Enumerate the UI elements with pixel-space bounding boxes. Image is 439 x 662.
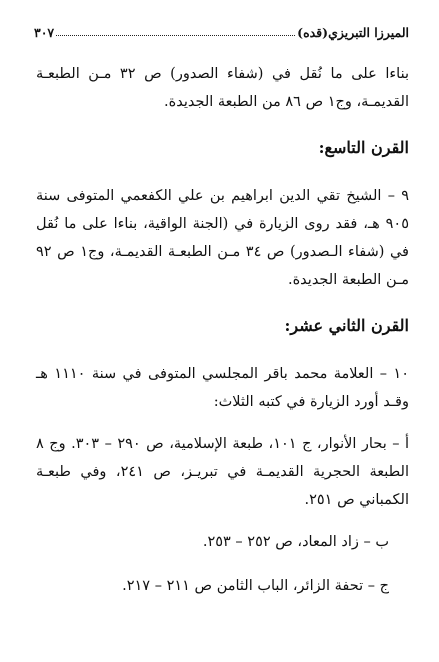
page-number: ٣٠٧ <box>34 25 55 40</box>
leader-dots <box>56 35 295 36</box>
section-heading-ninth-century: القرن التاسع: <box>318 138 409 157</box>
intro-paragraph: بناءا على ما نُقل في (شفاء الصدور) ص ٣٢ مـن الطبعـة القديمـة، وج١ ص ٨٦ من الطبعة الجديدة. <box>36 66 409 110</box>
entry-9-paragraph: ٩ – الشيخ تقي الدين ابراهيم بن علي الكفعمي المتوفى سنة ٩٠٥ هـ، فقد روى الزيارة في (الجنة الواقية، بناءا على ما نُقل في (شفاء الـصدور) ص ٣٤ مـن الطبعـة القديمـة، وج١ ص ٩٢ مـن الطبعة الجديدة. <box>36 188 409 288</box>
running-title: الميرزا التبريزي(قده) <box>297 25 409 40</box>
subentry-b-paragraph: ب – زاد المعاد، ص ٢٥٢ – ٢٥٣. <box>202 534 389 550</box>
subentry-c-paragraph: ج – تحفة الزائر، الباب الثامن ص ٢١١ – ٢١٧. <box>122 578 389 594</box>
page-body <box>36 60 409 616</box>
section-heading-twelfth-century: القرن الثاني عشر: <box>284 316 409 335</box>
running-header <box>34 18 409 40</box>
subentry-a-paragraph: أ – بحار الأنوار، ج ١٠١، طبعة الإسلامية، ص ٢٩٠ – ٣٠٣. وج ٨ الطبعة الحجرية القديمـة في تبريـز، ص ٢٤١، وفي طبعـة الكمباني ص ٢٥١. <box>36 436 409 508</box>
entry-10-paragraph: ١٠ – العلامة محمد باقر المجلسي المتوفى في سنة ١١١٠ هـ وقـد أورد الزيارة في كتبه الثلاث: <box>36 366 409 410</box>
